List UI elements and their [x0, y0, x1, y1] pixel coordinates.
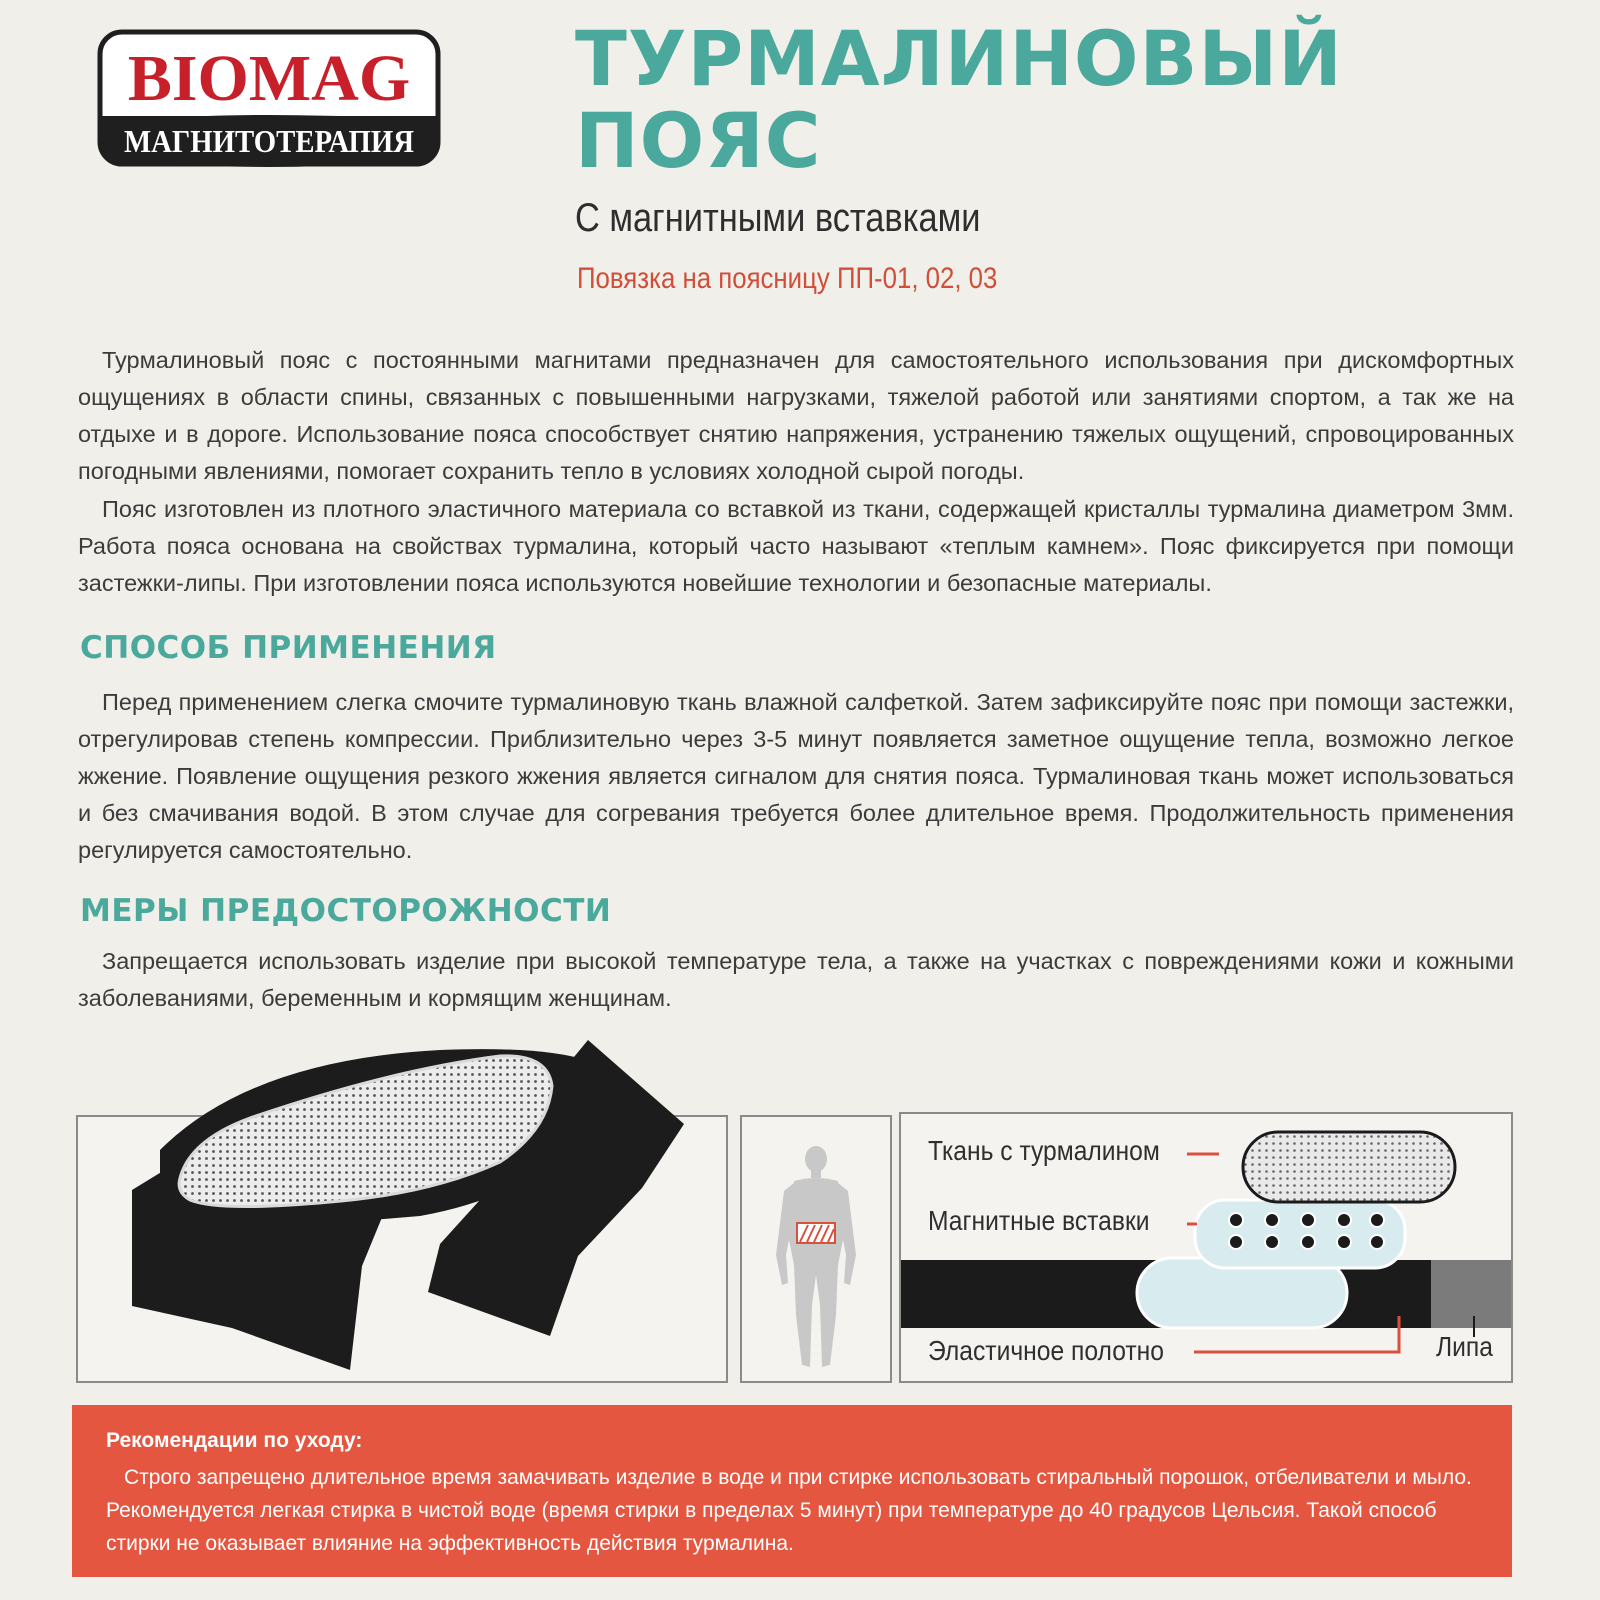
precautions-heading: МЕРЫ ПРЕДОСТОРОЖНОСТИ [80, 893, 612, 929]
magnet-inserts [1195, 1200, 1405, 1268]
usage-text: Перед применением слегка смочите турмалиновую ткань влажной салфеткой. Затем зафиксируйте пояс при помощи застежки, отрегулировав степень компрессии. Приблизительно через 3-5 минут появляется заметное ощущение тепла, возможно легкое жжение. Появление ощущения резкого жжения является сигналом для снятия пояса. Турмалиновая ткань может использоваться и без смачивания водой. В этом случае для согревания требуется более длительное время. Продолжительность применения регулируется самостоятельно. [78, 689, 1514, 863]
label-velcro: Липа [1436, 1331, 1493, 1362]
precautions-text: Запрещается использовать изделие при высокой температуре тела, а также на участках с повреждениями кожи и кожными заболеваниями, беременным и кормящим женщинам. [78, 948, 1514, 1011]
velcro-strip [1431, 1260, 1511, 1328]
title-line-2: ПОЯС [575, 96, 822, 185]
logo-brand: BIOMAG [127, 42, 411, 115]
logo-tagline: МАГНИТОТЕРАПИЯ [124, 123, 414, 159]
label-elastic: Эластичное полотно [928, 1335, 1164, 1366]
care-recommendations [72, 1405, 1512, 1577]
label-tourmaline: Ткань с турмалином [928, 1135, 1160, 1166]
intro-paragraph-2: Пояс изготовлен из плотного эластичного материала со вставкой из ткани, содержащей кристаллы турмалина диаметром 3мм. Работа пояса основана на свойствах турмалина, который часто называют «теплым камнем». Пояс фиксируется при помощи застежки-липы. При изготовлении пояса используются новейшие технологии и безопасные материалы. [78, 496, 1514, 596]
label-magnets: Магнитные вставки [928, 1205, 1150, 1236]
body-figure-icon [740, 1115, 892, 1383]
title-line-1: ТУРМАЛИНОВЫЙ [575, 14, 1343, 103]
product-subtitle: С магнитными вставками [575, 196, 981, 240]
intro-paragraph-1: Турмалиновый пояс с постоянными магнитами предназначен для самостоятельного использования при дискомфортных ощущениях в области спины, связанных с повышенными нагрузками, тяжелой работой или занятиями спортом, а так же на отдыхе и в дороге. Использование пояса способствует снятию напряжения, устранению тяжелых ощущений, спровоцированных погодными явлениями, помогает сохранить тепло в условиях холодной сырой погоды. [78, 347, 1514, 484]
tourmaline-fabric [1243, 1132, 1455, 1202]
care-text: Строго запрещено длительное время замачивать изделие в воде и при стирке использовать стиральный порошок, отбеливатели и мыло. Рекомендуется легкая стирка в чистой воде (время стирки в пределах 5 минут) при температуре до 40 градусов Цельсия. Такой способ стирки не оказывает влияние на эффективность действия турмалина. [106, 1466, 1472, 1555]
usage-heading: СПОСОБ ПРИМЕНЕНИЯ [80, 630, 497, 666]
product-model: Повязка на поясницу ПП-01, 02, 03 [577, 262, 998, 295]
care-title: Рекомендации по уходу: [106, 1429, 363, 1452]
